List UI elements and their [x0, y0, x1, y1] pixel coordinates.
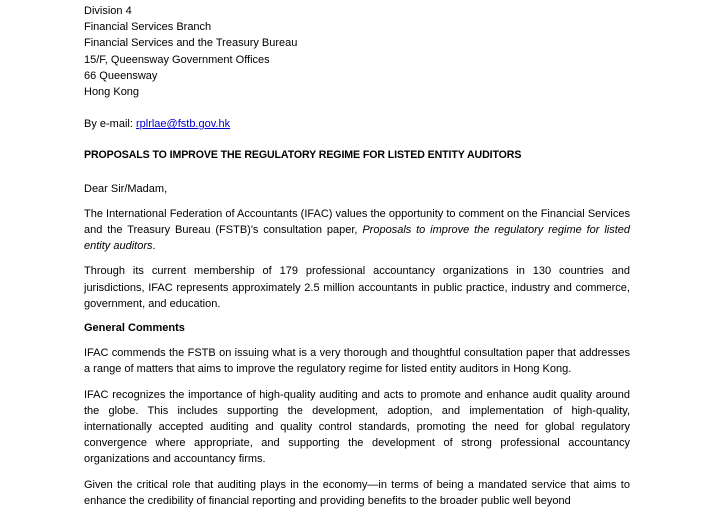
address-line: 66 Queensway — [84, 69, 158, 82]
email-prefix: By e-mail: — [84, 118, 136, 131]
address-line: 15/F, Queensway Government Offices — [84, 53, 270, 66]
letter-page — [84, 0, 630, 509]
address-line: Hong Kong — [84, 86, 140, 99]
email-link[interactable]: rplrlae@fstb.gov.hk — [135, 118, 231, 131]
email-line — [84, 116, 630, 132]
recognizes-paragraph: IFAC recognizes the importance of high-quality auditing and acts to promote and enhance audit quality around the globe. This includes supporting the development, adoption, and implementation of high-quality, internationally accepted auditing and quality control standards, promoting the need for global regulatory convergence where appropriate, and supporting the development of strong professional accountancy organizations and accountancy firms. — [84, 388, 630, 466]
membership-paragraph: Through its current membership of 179 professional accountancy organizations in 130 countries and jurisdictions, IFAC represents approximately 2.5 million accountants in public practice, industry and commerce, government, and education. — [84, 265, 630, 310]
critical-role-paragraph: Given the critical role that auditing plays in the economy—in terms of being a mandated service that aims to enhance the credibility of financial reporting and providing benefits to the broader public well beyond — [84, 478, 630, 507]
recipient-address — [84, 3, 630, 100]
intro-text: The International Federation of Accountants (IFAC) values the opportunity to comment on the Financial Services and the Treasury Bureau (FSTB)'s consultation paper, — [84, 207, 630, 237]
address-line: Financial Services Branch — [84, 21, 212, 34]
commends-paragraph: IFAC commends the FSTB on issuing what is a very thorough and thoughtful consultation paper that addresses a range of matters that aims to improve the regulatory regime for listed entity auditors in Hong Kong. — [84, 347, 630, 376]
consultation-title: Proposals to improve the regulatory regime for listed entity auditors — [84, 224, 630, 253]
general-comments-heading: General Comments — [84, 322, 185, 335]
intro-end: . — [152, 240, 156, 253]
intro-paragraph — [84, 206, 630, 255]
address-line: Division 4 — [84, 5, 132, 17]
salutation: Dear Sir/Madam, — [84, 182, 168, 195]
address-line: Financial Services and the Treasury Bureau — [84, 37, 298, 50]
subject-heading: PROPOSALS TO IMPROVE THE REGULATORY REGIME FOR LISTED ENTITY AUDITORS — [84, 149, 522, 162]
